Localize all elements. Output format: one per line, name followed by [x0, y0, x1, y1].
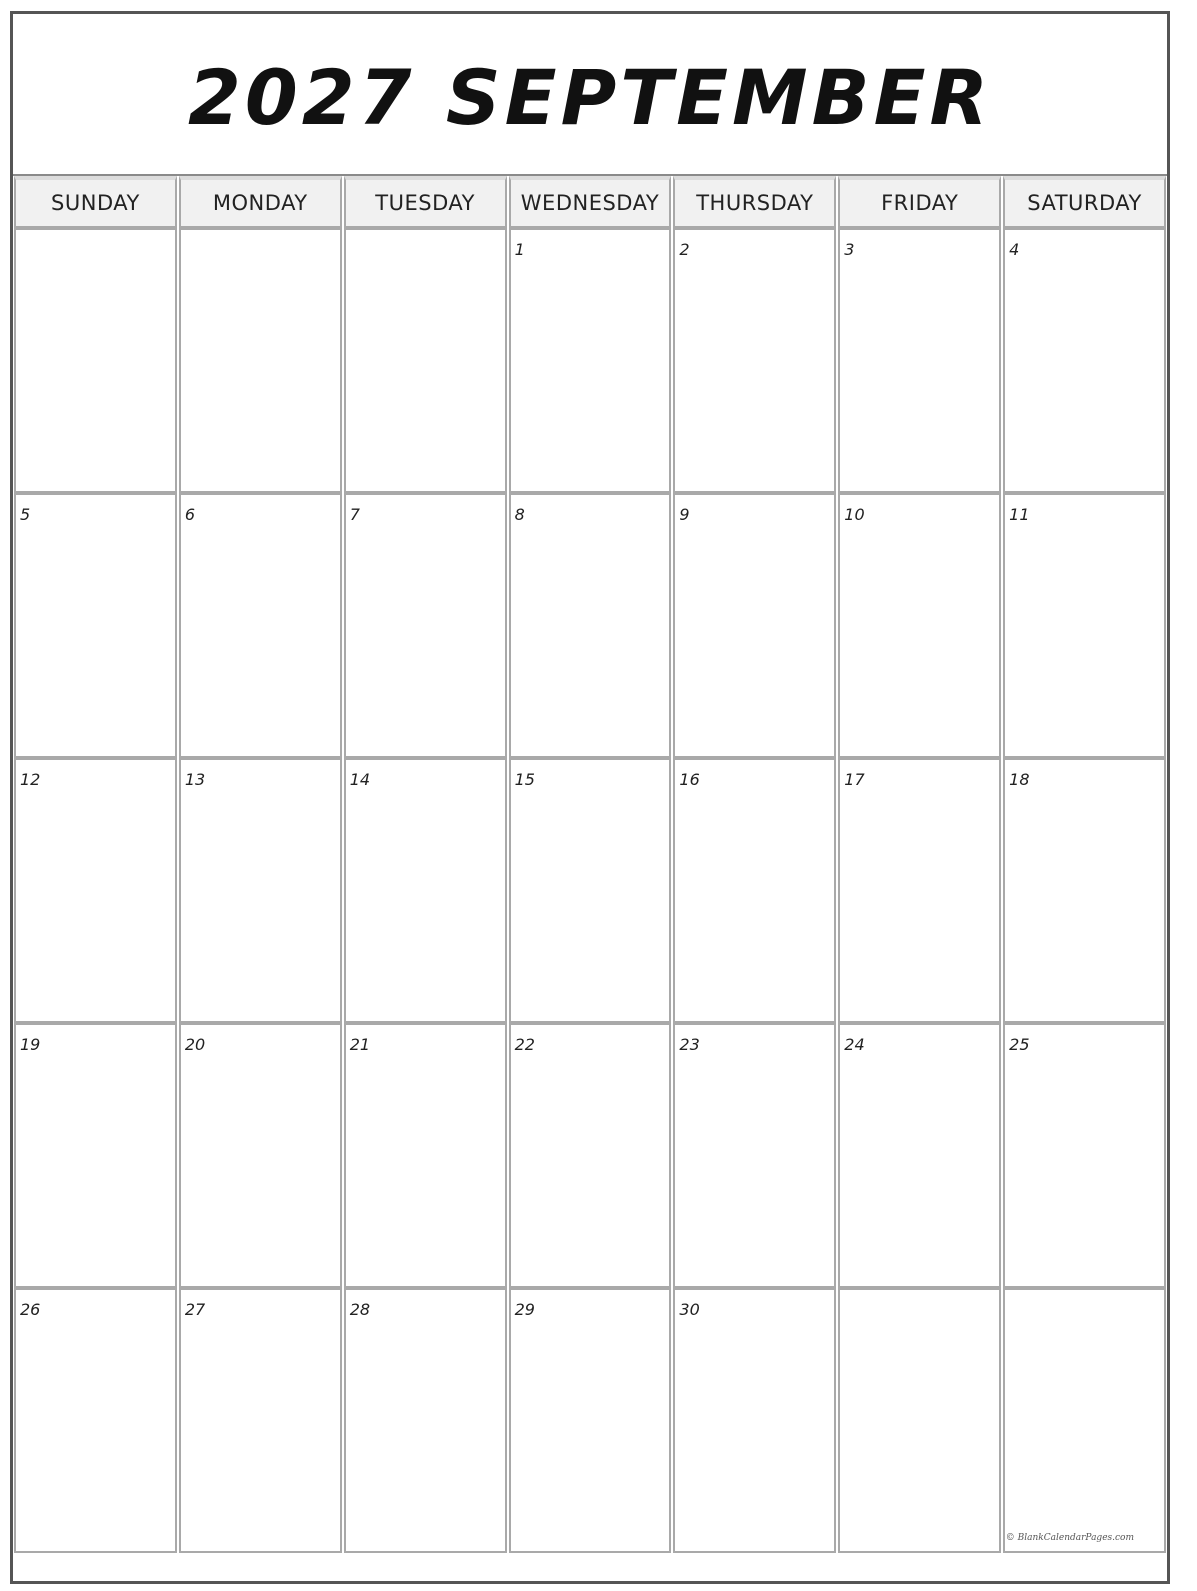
- day-number: 11: [1009, 505, 1030, 524]
- day-number: 30: [679, 1300, 700, 1319]
- day-cell: [673, 758, 836, 1023]
- calendar-frame: [10, 11, 1170, 1584]
- day-number: 19: [20, 1035, 41, 1054]
- weekday-header-thursday: THURSDAY: [673, 176, 836, 228]
- day-number: 20: [184, 1035, 206, 1054]
- day-cell: [509, 228, 672, 493]
- day-number: 8: [514, 505, 525, 524]
- day-cell: [509, 493, 672, 758]
- day-cell: [509, 758, 672, 1023]
- day-number: 16: [679, 770, 700, 789]
- day-cell: [179, 1023, 342, 1288]
- day-cell: [179, 493, 342, 758]
- watermark-text: © BlankCalendarPages.com: [1005, 1533, 1134, 1543]
- day-cell: [179, 228, 342, 493]
- day-cell: [14, 1288, 177, 1553]
- day-number: 21: [349, 1035, 371, 1054]
- day-cell: [14, 758, 177, 1023]
- day-cell: [14, 228, 177, 493]
- day-number: 10: [844, 505, 865, 524]
- day-cell: [179, 758, 342, 1023]
- weekday-header-monday: MONDAY: [179, 176, 342, 228]
- day-number: 3: [844, 240, 855, 259]
- day-number: 28: [349, 1300, 371, 1319]
- calendar-title: 2027 SEPTEMBER: [187, 52, 993, 142]
- weekday-header-wednesday: WEDNESDAY: [509, 176, 672, 228]
- day-number: 12: [20, 770, 41, 789]
- day-number: 13: [184, 770, 206, 789]
- day-cell: [673, 1288, 836, 1553]
- day-number: 24: [844, 1035, 865, 1054]
- day-cell: [838, 493, 1001, 758]
- day-number: 9: [679, 505, 690, 524]
- day-cell: [838, 1288, 1001, 1553]
- day-cell: [1003, 1288, 1166, 1553]
- weekday-header-friday: FRIDAY: [838, 176, 1001, 228]
- day-number: 18: [1009, 770, 1030, 789]
- day-number: 23: [679, 1035, 700, 1054]
- day-number: 22: [514, 1035, 535, 1054]
- day-number: 14: [349, 770, 371, 789]
- day-cell: [14, 493, 177, 758]
- day-number: 15: [514, 770, 535, 789]
- day-cell: [179, 1288, 342, 1553]
- day-number: 7: [349, 505, 360, 524]
- day-cell: [1003, 228, 1166, 493]
- day-cell: [673, 493, 836, 758]
- calendar-grid: [13, 176, 1167, 1553]
- day-cell: [838, 758, 1001, 1023]
- weekday-header-saturday: SATURDAY: [1003, 176, 1166, 228]
- day-number: 29: [514, 1300, 535, 1319]
- title-bar: [13, 14, 1167, 176]
- day-number: 1: [514, 240, 525, 259]
- day-cell: [838, 228, 1001, 493]
- day-cell: [673, 228, 836, 493]
- day-number: 4: [1009, 240, 1020, 259]
- day-number: 2: [679, 240, 690, 259]
- weekday-header-tuesday: TUESDAY: [344, 176, 507, 228]
- day-number: 6: [184, 505, 196, 524]
- day-number: 25: [1009, 1035, 1030, 1054]
- day-cell: [673, 1023, 836, 1288]
- day-cell: [344, 1023, 507, 1288]
- day-number: 26: [20, 1300, 41, 1319]
- day-cell: [14, 1023, 177, 1288]
- day-cell: [1003, 758, 1166, 1023]
- day-cell: [344, 758, 507, 1023]
- day-cell: [509, 1023, 672, 1288]
- day-number: 27: [184, 1300, 206, 1319]
- day-cell: [838, 1023, 1001, 1288]
- weekday-header-sunday: SUNDAY: [14, 176, 177, 228]
- day-cell: [344, 1288, 507, 1553]
- day-number: 17: [844, 770, 865, 789]
- day-cell: [1003, 1023, 1166, 1288]
- day-number: 5: [20, 505, 31, 524]
- day-cell: [509, 1288, 672, 1553]
- day-cell: [1003, 493, 1166, 758]
- day-cell: [344, 493, 507, 758]
- day-cell: [344, 228, 507, 493]
